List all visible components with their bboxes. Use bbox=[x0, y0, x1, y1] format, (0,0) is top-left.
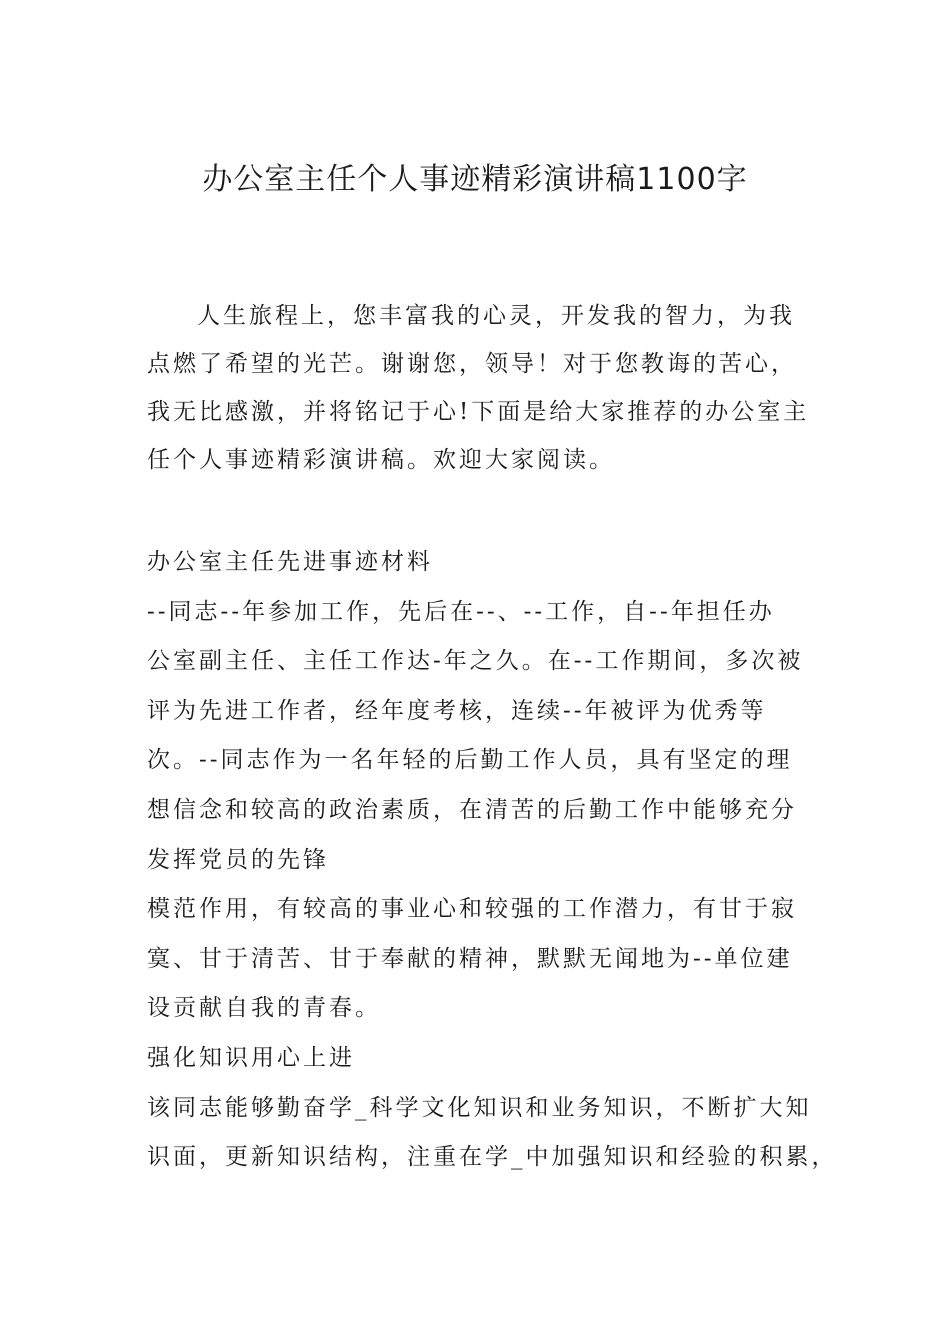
paragraph-line: 想信念和较高的政治素质，在清苦的后勤工作中能够充分 bbox=[147, 796, 797, 823]
paragraph-line: 模范作用，有较高的事业心和较强的工作潜力，有甘于寂 bbox=[147, 896, 797, 923]
subheading: 强化知识用心上进 bbox=[147, 1044, 355, 1071]
paragraph-line: 识面，更新知识结构，注重在学_中加强知识和经验的积累， bbox=[147, 1144, 838, 1171]
paragraph-line: 发挥党员的先锋 bbox=[147, 846, 329, 873]
paragraph-line: 该同志能够勤奋学_科学文化知识和业务知识，不断扩大知 bbox=[147, 1094, 812, 1121]
paragraph-line: 寞、甘于清苦、甘于奉献的精神，默默无闻地为--单位建 bbox=[147, 945, 793, 972]
paragraph-line: 评为先进工作者，经年度考核，连续--年被评为优秀等 bbox=[147, 697, 767, 724]
intro-line: 人生旅程上，您丰富我的心灵，开发我的智力，为我 bbox=[197, 303, 795, 329]
intro-line: 任个人事迹精彩演讲稿。欢迎大家阅读。 bbox=[147, 447, 615, 473]
intro-line: 点燃了希望的光芒。谢谢您，领导！对于您教诲的苦心， bbox=[147, 351, 797, 377]
section-heading: 办公室主任先进事迹材料 bbox=[147, 549, 433, 575]
document-title: 办公室主任个人事迹精彩演讲稿1100字 bbox=[202, 162, 748, 197]
paragraph-line: 公室副主任、主任工作达-年之久。在--工作期间，多次被 bbox=[147, 648, 804, 675]
paragraph-line: 设贡献自我的青春。 bbox=[147, 995, 381, 1022]
paragraph-line: 次。--同志作为一名年轻的后勤工作人员，具有坚定的理 bbox=[147, 747, 793, 774]
intro-line: 我无比感激，并将铭记于心!下面是给大家推荐的办公室主 bbox=[147, 399, 810, 425]
main-content bbox=[147, 538, 838, 1183]
paragraph-line: --同志--年参加工作，先后在--、--工作，自--年担任办 bbox=[147, 598, 775, 625]
intro-paragraph bbox=[147, 292, 810, 484]
